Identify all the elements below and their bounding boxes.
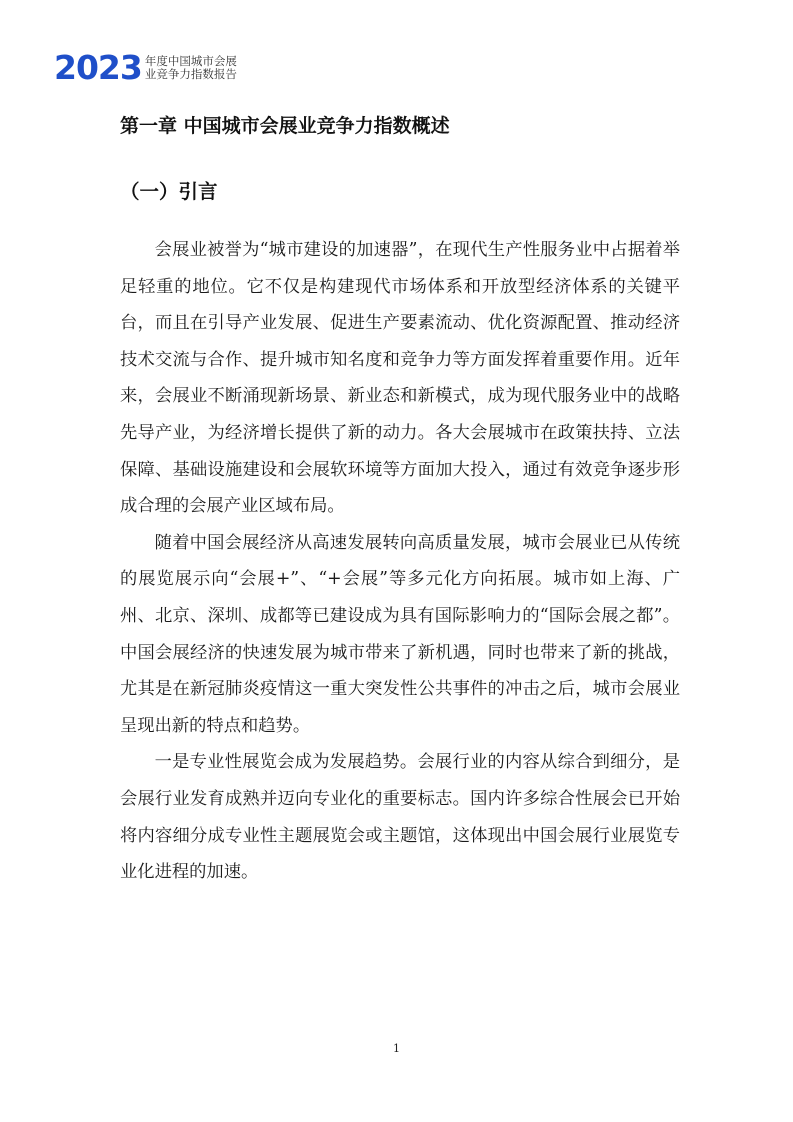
logo-year: 2023	[54, 48, 142, 87]
paragraph-2: 随着中国会展经济从高速发展转向高质量发展，城市会展业已从传统的展览展示向“会展+”、“+会展”等多元化方向拓展。城市如上海、广州、北京、深圳、成都等已建设成为具有国际影响力的“国际会展之都”。中国会展经济的快速发展为城市带来了新机遇，同时也带来了新的挑战，尤其是在新冠肺炎疫情这一重大突发性公共事件的冲击之后，城市会展业呈现出新的特点和趋势。	[120, 532, 680, 736]
page-number: 1	[393, 1042, 400, 1055]
report-logo	[54, 50, 237, 86]
logo-title-line-2: 业竞争力指数报告	[144, 67, 237, 81]
paragraph-3: 一是专业性展览会成为发展趋势。会展行业的内容从综合到细分，是会展行业发育成熟并迈向专业化的重要标志。国内许多综合性展会已开始将内容细分成专业性主题展览会或主题馆，这体现出中国会展行业展览专业化进程的加速。	[120, 752, 680, 883]
section-title: （一）引言	[120, 180, 218, 203]
paragraph-1: 会展业被誉为“城市建设的加速器”，在现代生产性服务业中占据着举足轻重的地位。它不仅是构建现代市场体系和开放型经济体系的关键平台，而且在引导产业发展、促进生产要素流动、优化资源配置、推动经济技术交流与合作、提升城市知名度和竞争力等方面发挥着重要作用。近年来，会展业不断涌现新场景、新业态和新模式，成为现代服务业中的战略先导产业，为经济增长提供了新的动力。各大会展城市在政策扶持、立法保障、基础设施建设和会展软环境等方面加大投入，通过有效竞争逐步形成合理的会展产业区域布局。	[120, 240, 680, 517]
body-text	[120, 232, 680, 891]
logo-title-line-1: 年度中国城市会展	[144, 54, 237, 68]
logo-title	[145, 55, 237, 81]
chapter-title: 第一章 中国城市会展业竞争力指数概述	[120, 115, 450, 137]
